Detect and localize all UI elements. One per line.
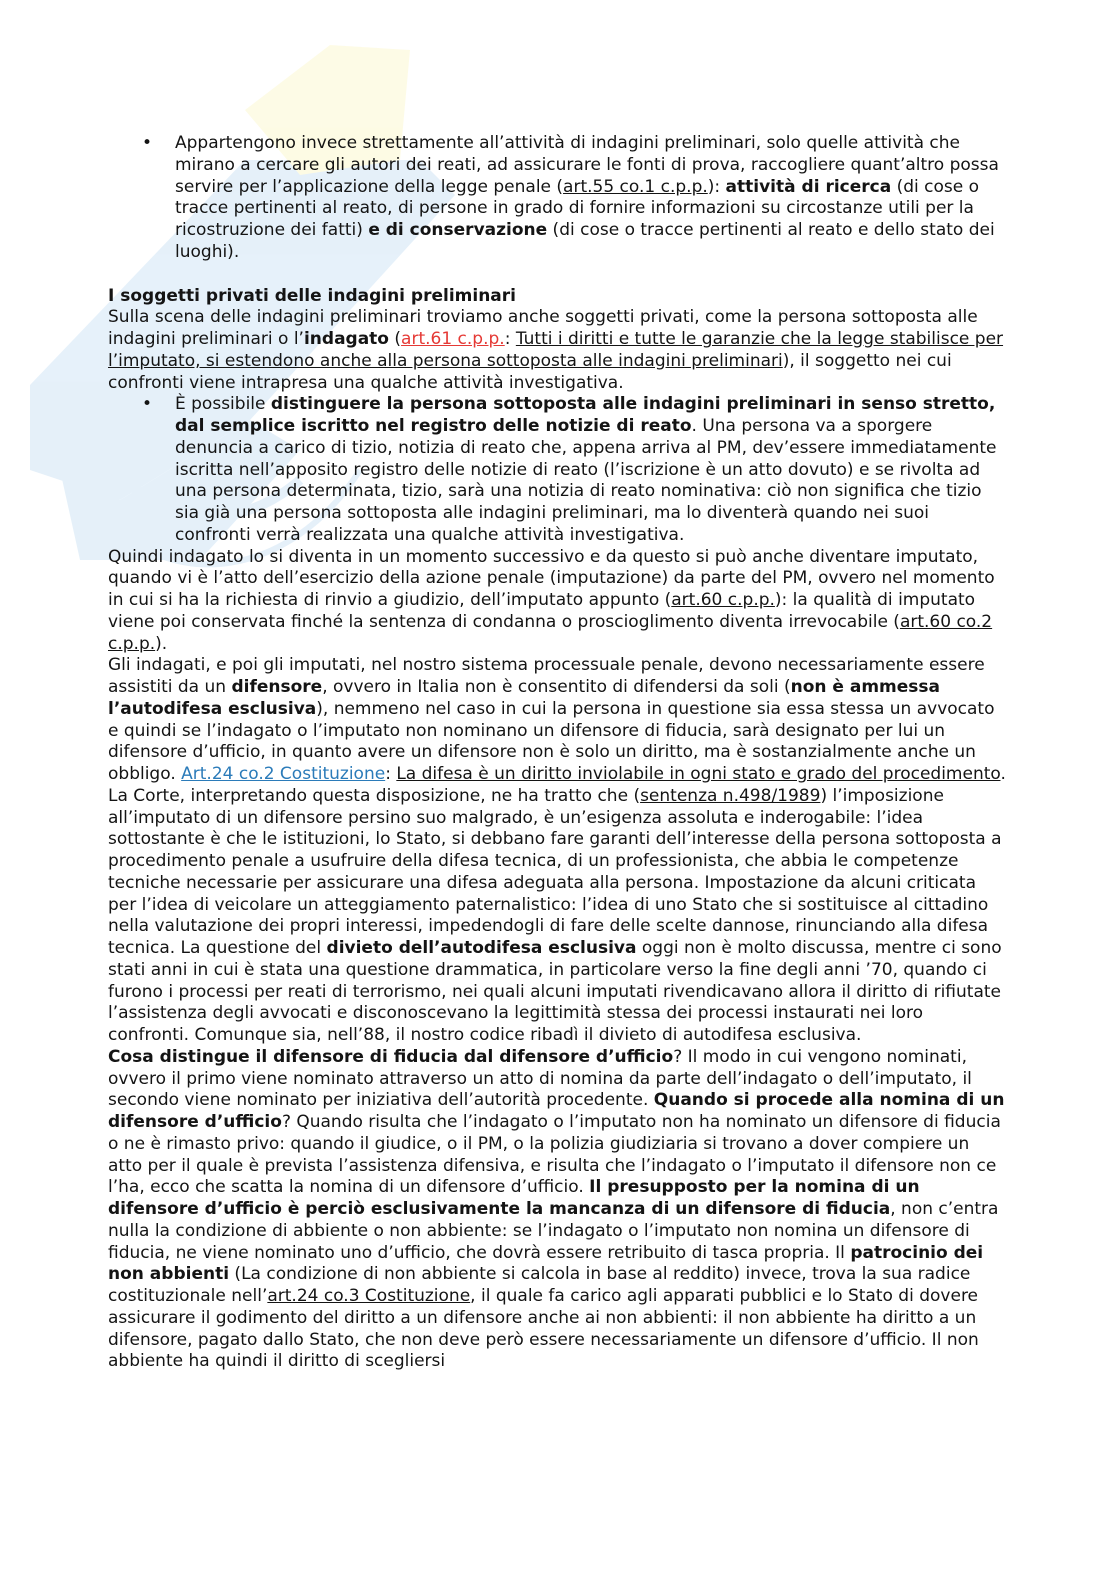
paragraph: Gli indagati, e poi gli imputati, nel nostro sistema processuale penale, devono necessariamente essere assistiti da un difensore, ovvero in Italia non è consentito di difendersi da soli (non è ammessa l’autodifesa esclusiva), nemmeno nel caso in cui la persona in questione sia essa stessa un avvocato e quindi se l’indagato o l’imputato non nominano un difensore di fiducia, sarà designato per lui un difensore d’ufficio, in quanto avere un difensore non è solo un diritto, ma è sostanzialmente anche un obbligo. Art.24 co.2 Costituzione: La difesa è un diritto inviolabile in ogni stato e grado del procedimento. La Corte, interpretando questa disposizione, ne ha tratto che (sentenza n.498/1989) l’imposizione all’imputato di un difensore persino suo malgrado, è un’esigenza assoluta e inderogabile: l’idea sottostante è che le istituzioni, lo Stato, si debbano fare garanti dell’interesse della persona sottoposta a procedimento penale a usufruire della difesa tecnica, di un professionista, che abbia le competenze tecniche necessarie per assicurare una difesa adeguata alla persona. Impostazione da alcuni criticata per l’idea di veicolare un atteggiamento paternalistico: l’idea di uno Stato che si sostituisce al cittadino nella valutazione dei propri interessi, impedendogli di fare delle scelte dannose, rinunciando alla difesa tecnica. La questione del divieto dell’autodifesa esclusiva oggi non è molto discussa, mentre ci sono stati anni in cui è stata una questione drammatica, in particolare verso la fine degli anni ’70, quando ci furono i processi per reati di terrorismo, nei quali alcuni imputati rivendicavano allora il diritto di rifiutate l’assistenza degli avvocati e disconoscevano la legittimità stessa dei processi instaurati nei loro confronti. Comunque sia, nell’88, il nostro codice ribadì il divieto di autodifesa esclusiva. — [108, 655, 1006, 1045]
court-ruling-reference[interactable]: sentenza n.498/1989 — [640, 785, 821, 806]
law-reference[interactable]: art.61 c.p.p. — [401, 329, 505, 349]
list-item: • Appartengono invece strettamente all’attività di indagini preliminari, solo quelle attività che mirano a cercare gli autori dei reati, ad assicurare le fonti di prova, raccogliere quant’altro possa servire per l’applicazione della legge penale (art.55 co.1 c.p.p.): attività di ricerca (di cose o tracce pertinenti al reato, di persone in grado di fornire informazioni su circostanze utili per la ricostruzione dei fatti) e di conservazione (di cose o tracce pertinenti al reato e dello stato dei luoghi). — [175, 133, 1008, 264]
law-reference[interactable]: art.24 co.3 Costituzione — [267, 1286, 471, 1306]
paragraph: Quindi indagato lo si diventa in un momento successivo e da questo si può anche diventare imputato, quando vi è l’atto dell’esercizio della azione penale (imputazione) da parte del PM, ovvero nel momento in cui si ha la richiesta di rinvio a giudizio, dell’imputato appunto (art.60 c.p.p.): la qualità di imputato viene poi conservata finché la sentenza di condanna o proscioglimento diventa irrevocabile (art.60 co.2 c.p.p.). — [108, 546, 995, 654]
document-body — [108, 133, 1008, 1373]
law-quote: La difesa è un diritto inviolabile in ogni stato e grado del procedimento — [396, 764, 1001, 784]
paragraph: Sulla scena delle indagini preliminari troviamo anche soggetti privati, come la persona sottoposta alle indagini preliminari o l’indagato (art.61 c.p.p.: Tutti i diritti e tutte le garanzie che la legge stabilisce per l’imputato, si estendono anche alla persona sottoposta alle indagini preliminari), il soggetto nei cui confronti viene intrapresa una qualche attività investigativa. — [108, 307, 1004, 393]
bullet-list — [108, 133, 1008, 264]
bullet-list — [108, 394, 1008, 546]
law-quote: Tutti i diritti e tutte le garanzie che la legge stabilisce per l’imputato, si estendono anche alla persona sottoposta alle indagini preliminari — [108, 329, 1004, 371]
constitution-link[interactable]: Art.24 co.2 Costituzione — [181, 764, 386, 784]
law-reference[interactable]: art.60 co.2 c.p.p. — [108, 611, 993, 654]
law-reference[interactable]: art.55 co.1 c.p.p. — [563, 176, 708, 197]
section-heading: I soggetti privati delle indagini preliminari — [108, 285, 516, 306]
law-reference[interactable]: art.60 c.p.p. — [671, 590, 775, 610]
paragraph: Cosa distingue il difensore di fiducia dal difensore d’ufficio? Il modo in cui vengono nominati, ovvero il primo viene nominato attraverso un atto di nomina da parte dell’indagato o dell’imputato, il secondo viene nominato per iniziativa dell’autorità procedente. Quando si procede alla nomina di un difensore d’ufficio? Quando risulta che l’indagato o l’imputato non ha nominato un difensore di fiducia o ne è rimasto privo: quando il giudice, o il PM, o la polizia giudiziaria si trovano a dover compiere un atto per il quale è prevista l’assistenza difensiva, e risulta che l’indagato o l’imputato il difensore non ce l’ha, ecco che scatta la nomina di un difensore d’ufficio. Il presupposto per la nomina di un difensore d’ufficio è perciò esclusivamente la mancanza di un difensore di fiducia, non c’entra nulla la condizione di abbiente o non abbiente: se l’indagato o l’imputato non nomina un difensore di fiducia, ne viene nominato uno d’ufficio, che dovrà essere retribuito di tasca propria. Il patrocinio dei non abbienti (La condizione di non abbiente si calcola in base al reddito) invece, trova la sua radice costituzionale nell’art.24 co.3 Costituzione, il quale fa carico agli apparati pubblici e lo Stato di dovere assicurare il godimento del diritto a un difensore anche ai non abbienti: il non abbiente ha diritto a un difensore, pagato dallo Stato, che non deve però essere necessariamente un difensore d’ufficio. Il non abbiente ha quindi il diritto di scegliersi — [108, 1046, 1005, 1372]
list-item: • È possibile distinguere la persona sottoposta alle indagini preliminari in senso stretto, dal semplice iscritto nel registro delle notizie di reato. Una persona va a sporgere denuncia a carico di tizio, notizia di reato che, appena arriva al PM, dev’essere immediatamente iscritta nell’apposito registro delle notizie di reato (l’iscrizione è un atto dovuto) e se rivolta ad una persona determinata, tizio, sarà una notizia di reato nominativa: ciò non significa che tizio sia già una persona sottoposta alle indagini preliminari, ma lo diventerà quando nei suoi confronti verrà realizzata una qualche attività investigativa. — [175, 394, 1008, 546]
